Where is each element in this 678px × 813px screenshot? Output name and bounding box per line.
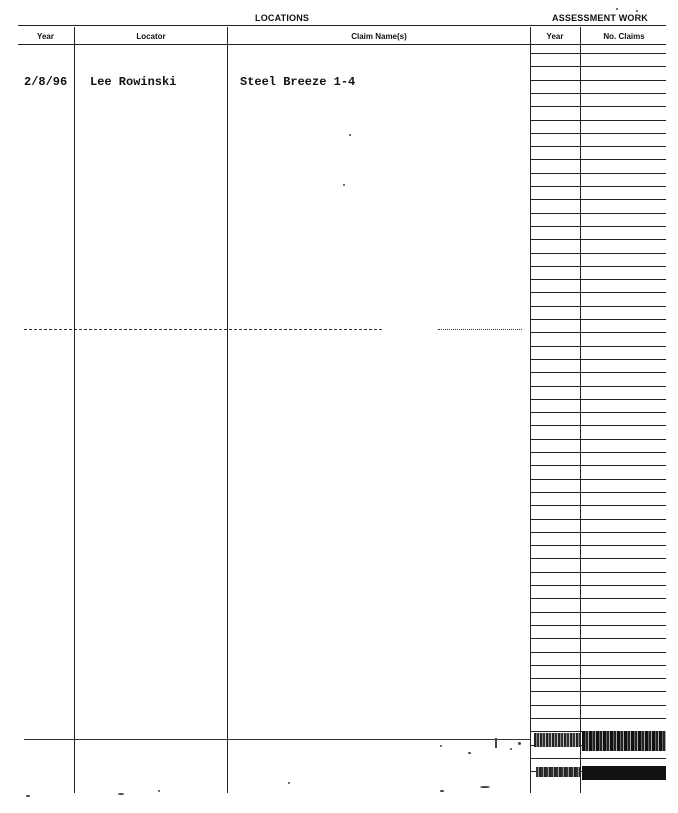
assessment-row-line: [531, 439, 666, 440]
assessment-row-line: [531, 80, 666, 81]
assessment-row-line: [531, 266, 666, 267]
speck: [288, 782, 290, 784]
assessment-row-line: [531, 319, 666, 320]
speck: [495, 738, 497, 748]
column-header-assessment-year: Year: [546, 32, 564, 41]
assessment-row-line: [531, 253, 666, 254]
assessment-row-line: [531, 452, 666, 453]
speck: [343, 184, 345, 186]
speck: [636, 10, 638, 12]
divider-year-locator: [74, 27, 75, 793]
assessment-row-line: [531, 691, 666, 692]
assessment-row-line: [531, 545, 666, 546]
assessment-row-line: [531, 372, 666, 373]
scan-noise-block-4: [582, 766, 666, 780]
assessment-row-line: [531, 93, 666, 94]
assessment-row-line: [531, 346, 666, 347]
scan-noise-block-3: [536, 767, 580, 777]
assessment-row-line: [531, 572, 666, 573]
assessment-row-line: [531, 226, 666, 227]
column-header-locator: Locator: [136, 32, 166, 41]
speck: [440, 745, 442, 747]
assessment-row-line: [531, 239, 666, 240]
assessment-row-line: [531, 585, 666, 586]
assessment-row-line: [531, 425, 666, 426]
speck: [468, 752, 471, 754]
speck: [118, 793, 124, 795]
assessment-row-line: [531, 718, 666, 719]
entry-locator: Lee Rowinski: [90, 75, 177, 89]
speck: [440, 790, 444, 792]
assessment-row-line: [531, 279, 666, 280]
speck: [510, 748, 512, 750]
assessment-row-line: [531, 173, 666, 174]
assessment-row-line: [531, 558, 666, 559]
assessment-row-line: [531, 133, 666, 134]
assessment-row-line: [531, 120, 666, 121]
assessment-row-line: [531, 652, 666, 653]
assessment-row-line: [531, 186, 666, 187]
speck: [616, 8, 618, 10]
divider-locator-claims: [227, 27, 228, 793]
assessment-row-line: [531, 665, 666, 666]
column-header-year: Year: [37, 32, 54, 41]
assessment-row-line: [531, 519, 666, 520]
assessment-row-line: [531, 412, 666, 413]
assessment-row-line: [531, 159, 666, 160]
entry-claim-name: Steel Breeze 1-4: [240, 75, 356, 89]
column-header-claim-names: Claim Name(s): [351, 32, 407, 41]
section-divider-middle: [24, 329, 382, 330]
assessment-row-line: [531, 612, 666, 613]
speck: [158, 790, 160, 792]
assessment-row-line: [531, 386, 666, 387]
assessment-work-title: ASSESSMENT WORK: [552, 13, 649, 23]
scan-noise-block-1: [534, 733, 580, 747]
assessment-row-line: [531, 306, 666, 307]
assessment-row-line: [531, 479, 666, 480]
assessment-row-line: [531, 199, 666, 200]
assessment-row-line: [531, 399, 666, 400]
header-top-rule: [18, 25, 666, 26]
assessment-row-line: [531, 332, 666, 333]
assessment-row-line: [531, 66, 666, 67]
assessment-row-line: [531, 106, 666, 107]
speck: [349, 134, 351, 136]
assessment-row-line: [531, 359, 666, 360]
locations-title: LOCATIONS: [255, 13, 310, 23]
section-divider-middle-right: [438, 329, 522, 330]
speck: [480, 786, 490, 788]
assessment-work-grid: [531, 45, 666, 790]
assessment-row-line: [531, 505, 666, 506]
assessment-row-line: [531, 705, 666, 706]
assessment-row-line: [531, 146, 666, 147]
assessment-row-line: [531, 465, 666, 466]
assessment-row-line: [531, 53, 666, 54]
assessment-row-line: [531, 638, 666, 639]
assessment-row-line: [531, 492, 666, 493]
speck: [26, 795, 30, 797]
column-header-no-claims: No. Claims: [603, 32, 645, 41]
assessment-row-line: [531, 678, 666, 679]
section-divider-bottom: [24, 739, 530, 740]
assessment-row-line: [531, 213, 666, 214]
entry-year: 2/8/96: [24, 75, 68, 89]
assessment-row-line: [531, 758, 666, 759]
scan-noise-block-2: [582, 731, 666, 751]
assessment-row-line: [531, 598, 666, 599]
speck: [518, 742, 521, 745]
assessment-row-line: [531, 292, 666, 293]
assessment-row-line: [531, 532, 666, 533]
assessment-row-line: [531, 625, 666, 626]
